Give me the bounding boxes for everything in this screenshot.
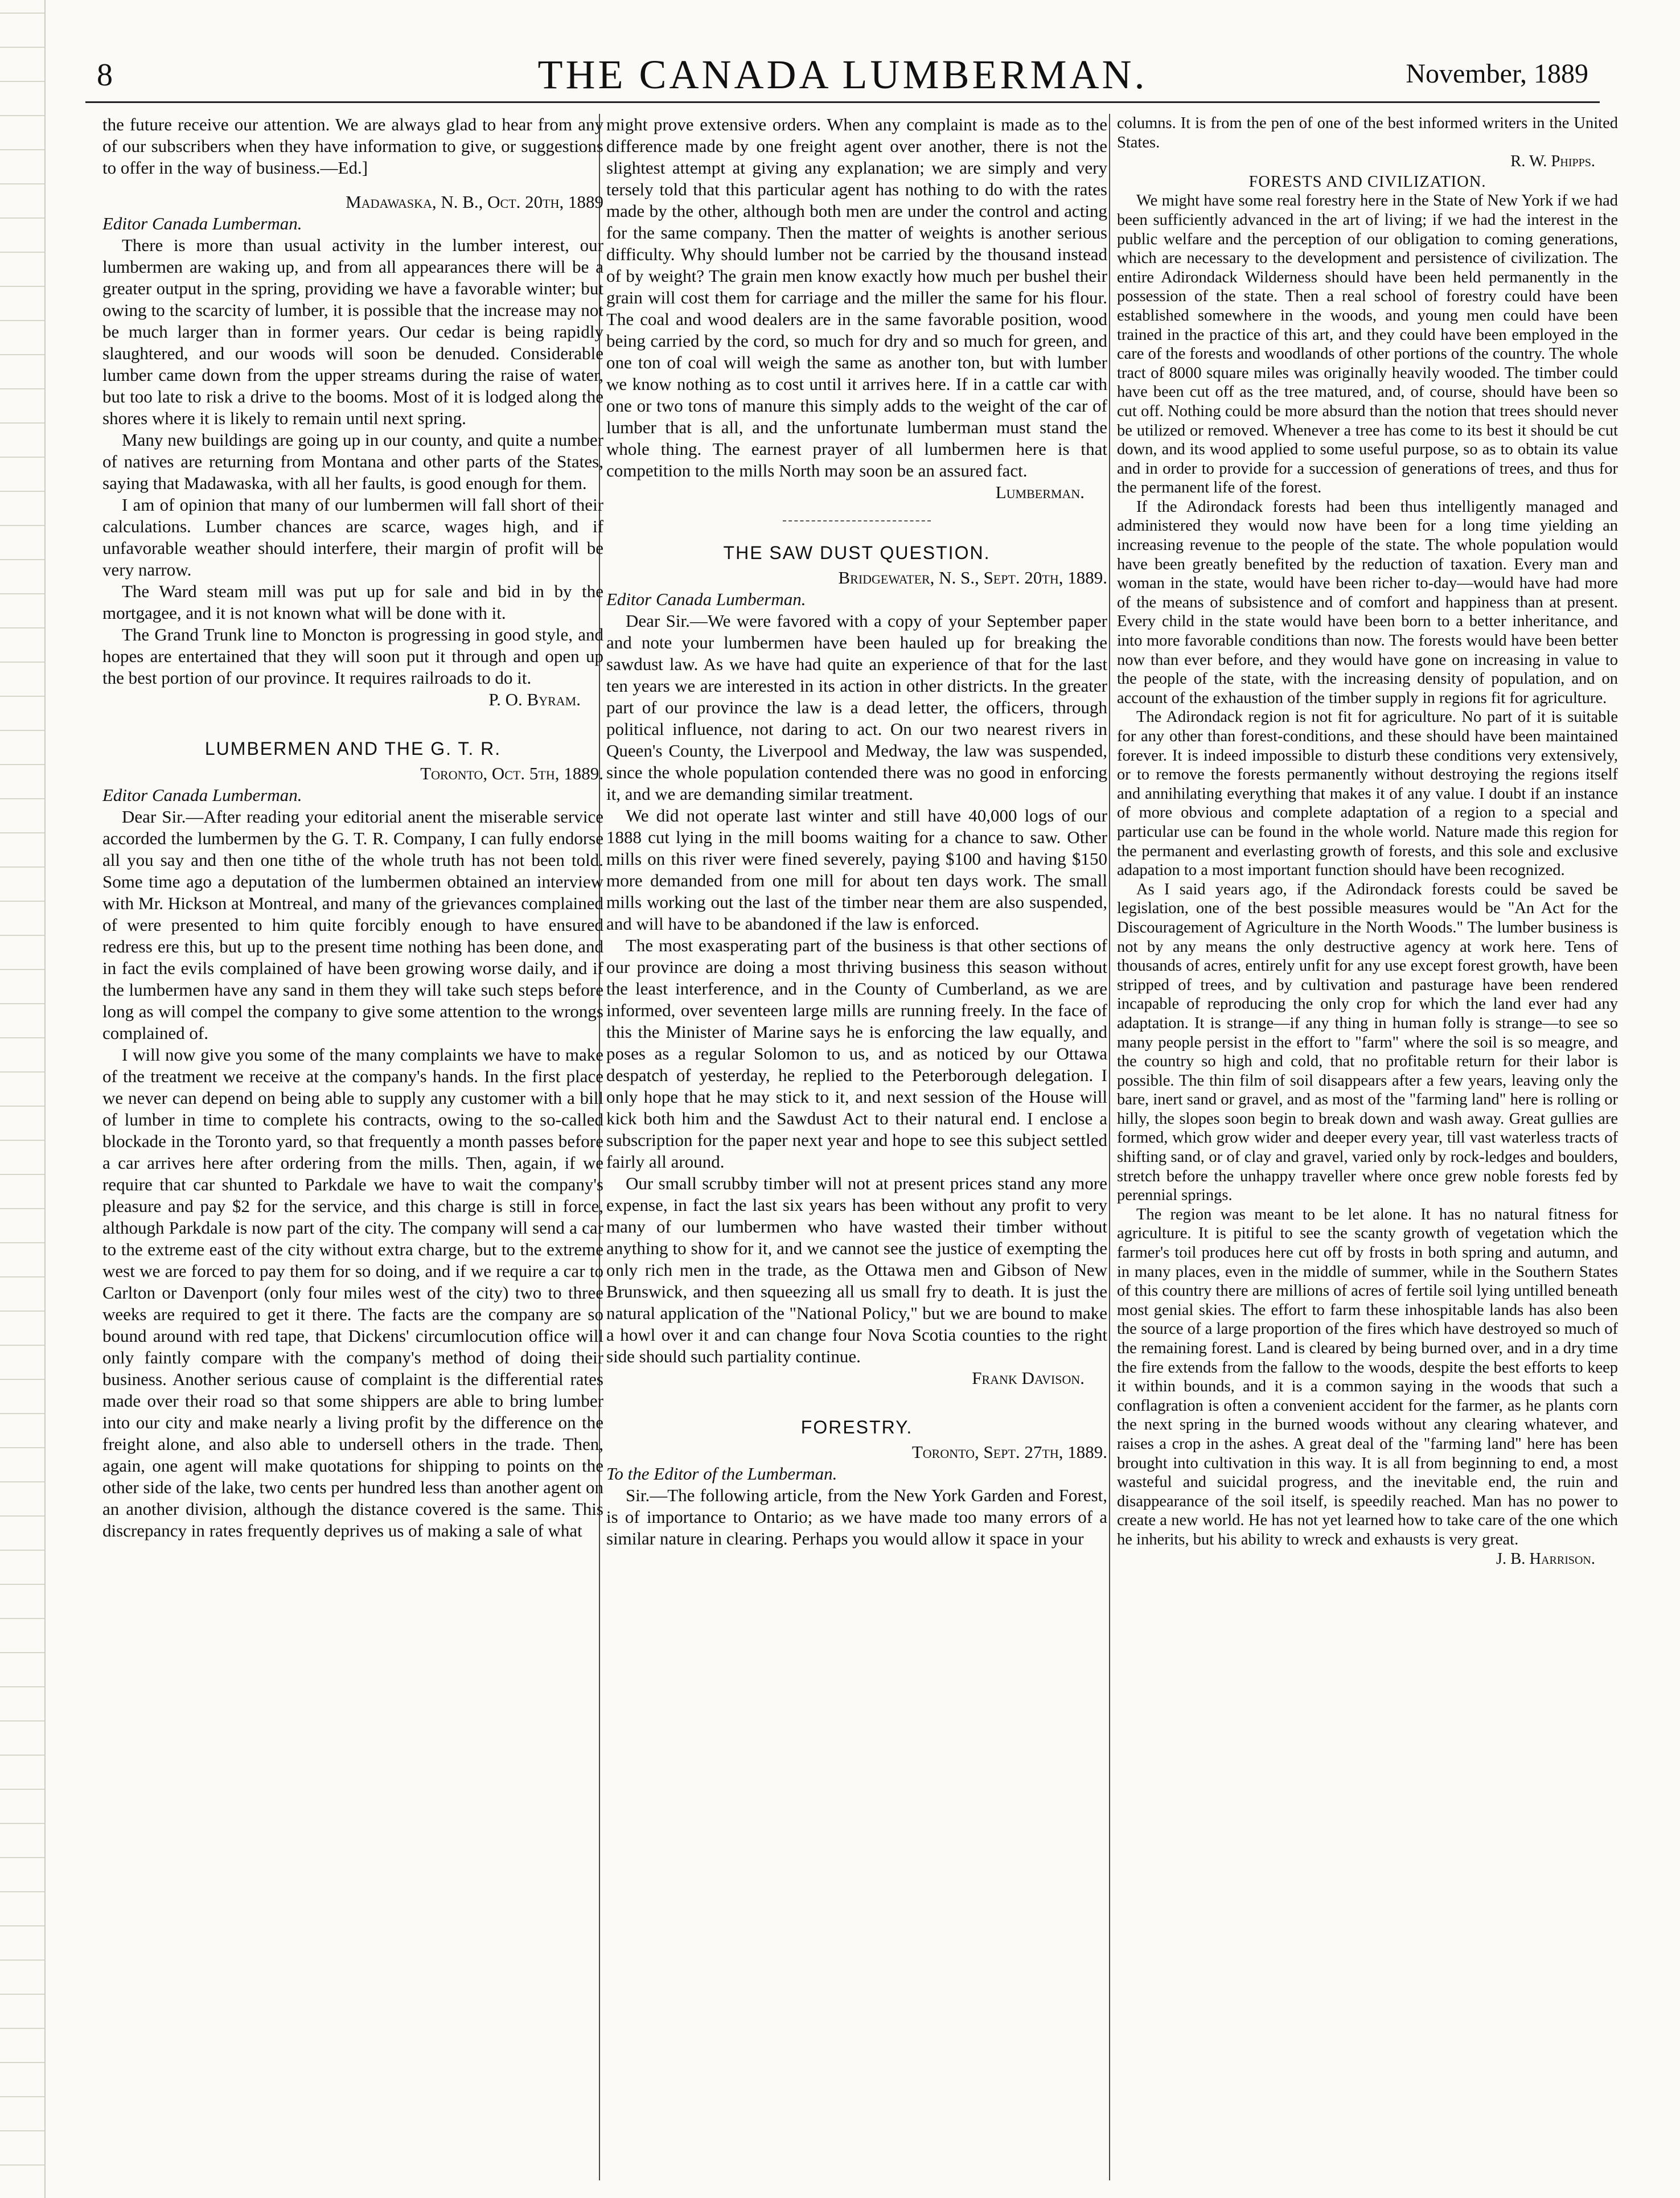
scan-binding-edge bbox=[0, 0, 46, 2198]
page-number: 8 bbox=[97, 57, 113, 93]
letter-signature: P. O. Byram. bbox=[488, 689, 581, 709]
letter-paragraph: Many new buildings are going up in our county, and quite a number of natives are returning from Montana and other parts of the States, saying that Madawaska, with all her faults, is good enough for them. bbox=[102, 430, 603, 493]
letter-paragraph: Our small scrubby timber will not at present prices stand any more expense, in fact the last six years has been without any profit to very many of our lumbermen who have wasted their timber without anything to show for it, and we cannot see the justice of exempting the only rich men in the trade, as the Ottawa men and Gibson of New Brunswick, and then squeezing all us small fry to death. It is just the natural application of the "National Policy," but we are bound to make a howl over it and can change four Nova Scotia counties to the right side should such partiality continue. bbox=[606, 1173, 1107, 1366]
letter-paragraph: The most exasperating part of the business is that other sections of our province are doing a most thriving business this season without the least interference, and in the County of Cumberland, as we are informed, over seventeen large mills are running freely. In the face of this the Minister of Marine says he is enforcing the law equally, and poses as a regular Solomon to us, and as noticed by our Ottawa despatch of yesterday, he replied to the Peterborough delegation. I only hope that he may stick to it, and next session of the House will kick both him and the Sawdust Act to their natural end. I enclose a subscription for the paper next year and hope to see this subject settled fairly all around. bbox=[606, 935, 1107, 1172]
section-separator bbox=[783, 520, 931, 521]
letter-dateline: Toronto, Oct. 5th, 1889. bbox=[420, 763, 603, 783]
letter-paragraph: We did not operate last winter and still have 40,000 logs of our 1888 cut lying in the mill booms waiting for a chance to saw. Other mills on this river were fined severely, paying $100 and having $150 more demanded from one mill for about ten days work. The small mills working out the last of the timber near them are also suspended, and will have to be abandoned if the law is enforced. bbox=[606, 806, 1107, 934]
letter-paragraph: Dear Sir.—After reading your editorial anent the miserable service accorded the lumbermen by the G. T. R. Company, I can fully endorse all you say and then one tithe of the whole truth has not been told. Some time ago a deputation of the lumbermen obtained an interview with Mr. Hickson at Montreal, and many of the grievances complained of were presented to him quite forcibly enough to have ensured redress ere this, but up to the present time nothing has been done, and in fact the evils complained of have been growing worse daily, and if the lumbermen have any sand in them they will take such steps before long as will compel the company to give some attention to the wrongs complained of. bbox=[102, 807, 603, 1043]
article-heading: FORESTRY. bbox=[800, 1417, 913, 1437]
letter-paragraph: There is more than usual activity in the lumber interest, our lumbermen are waking up, and from all appearances there will be a greater output in the spring, providing we have a favorable winter; but owing to the scarcity of lumber, it is possible that the increase may not be much larger than in former years. Our cedar is being rapidly slaughtered, and our woods will soon be denuded. Considerable lumber came down from the upper streams during the raise of water, but too late to risk a drive to the booms. Most of it is lodged along the shores where it is likely to remain until next spring. bbox=[102, 235, 603, 428]
letter-signature: Lumberman. bbox=[995, 482, 1085, 502]
article-paragraph: If the Adirondack forests had been thus intelligently managed and administered they would now have been for a long time yielding an increasing revenue to the people of the state. The whole population would have been greatly benefited by the reduction of taxation. Every man and woman in the state, would have been richer to-day—would have had more of the means of subsistence and of comfort and happiness than at present. Every child in the state would have been born to a better inheritance, and into more favorable conditions than now. The forests would have been better now than ever before, and they would have gone on increasing in value to the people of the state, with the increasing density of population, and on account of the exhaustion of the timber supply in regions fit for agriculture. bbox=[1117, 498, 1618, 707]
column-2 bbox=[606, 114, 1107, 2163]
article-heading: THE SAW DUST QUESTION. bbox=[723, 543, 991, 563]
letter-salutation: Editor Canada Lumberman. bbox=[102, 213, 302, 233]
column-3 bbox=[1117, 114, 1618, 2163]
editor-note: the future receive our attention. We are always glad to hear from any of our subscribers when they have information to give, or suggestions to offer in the way of business.—Ed.] bbox=[102, 114, 603, 178]
column-rule-2 bbox=[1109, 114, 1110, 2180]
letter-dateline: Madawaska, N. B., Oct. 20th, 1889 bbox=[346, 192, 603, 212]
letter-salutation: To the Editor of the Lumberman. bbox=[606, 1464, 837, 1484]
letter-dateline: Bridgewater, N. S., Sept. 20th, 1889. bbox=[838, 568, 1107, 587]
article-paragraph: The region was meant to be let alone. It has no natural fitness for agriculture. It is pitiful to see the scanty growth of vegetation which the farmer's toil produces here cut off by frosts in both spring and autumn, and in many places, even in the middle of summer, while in the Southern States of this country there are millions of acres of fertile soil lying untilled beneath most genial skies. The effort to farm these inhospitable lands has also been the source of a large proportion of the fires which have destroyed so much of the remaining forest. Land is cleared by being burned over, and in a dry time the fire extends from the fallow to the woods, despite the best efforts to keep it within bounds, and it is a common saying in the woods that such a conflagration is often a convenient accident for the farmer, as he plants corn the next spring in the burned woods without any clearing whatever, and raises a crop in the ashes. A great deal of the "farming land" here has been brought into cultivation in this way. It is all from beginning to end, a most wasteful and suicidal progress, and the inevitable end, the ruin and disappearance of the soil itself, is speedily reached. Man has no power to create a new world. He has not yet learned how to take care of the one which he inherits, but his ability to wreck and exhausts is very great. bbox=[1117, 1205, 1618, 1548]
letter-continuation: might prove extensive orders. When any complaint is made as to the difference made by one freight agent over another, there is not the slightest attempt at giving any explanation; we are simply and very tersely told that this particular agent has nothing to do with the rates made by the other, although both men are under the control and acting for the same company. Then the matter of weights is another serious difficulty. Why should lumber not be carried by the thousand instead of by weight? The grain men know exactly how much per bushel their grain will cost them for carriage and the miller the same for his flour. The coal and wood dealers are in the same favorable position, wood being carried by the cord, so much for dry and so much for green, and one ton of coal will weigh the same as another ton, but with lumber we know nothing as to cost until it arrives here. If in a cattle car with one or two tons of manure this simply adds to the weight of the car of lumber that is all, and the unfortunate lumberman must stand the whole thing. The earnest prayer of all lumbermen here is that competition to the mills North may soon be an assured fact. bbox=[606, 114, 1107, 480]
article-heading: LUMBERMEN AND THE G. T. R. bbox=[204, 738, 502, 759]
letter-paragraph: The Grand Trunk line to Moncton is progressing in good style, and hopes are entertained that they will soon put it through and open up the best portion of our province. It requires railroads to do it. bbox=[102, 625, 603, 688]
page-header bbox=[85, 50, 1600, 103]
article-paragraph: The Adirondack region is not fit for agriculture. No part of it is suitable for any other than forest-conditions, and these should have been maintained forever. It is indeed impossible to disturb these conditions very extensively, or to remove the forests permanently without destroying the regions itself and annihilating everything that makes it of any value. I doubt if an instance of more obvious and complete adaptation of a region to a special and particular use can be found in the whole world. Nature made this region for the permanent and everlasting growth of forests, and this sole and exclusive adapation to a most important function should have been recognized. bbox=[1117, 708, 1618, 880]
issue-date: November, 1889 bbox=[1406, 59, 1588, 89]
letter-paragraph: Dear Sir.—We were favored with a copy of your September paper and note your lumbermen have been hauled up for breaking the sawdust law. As we have had quite an experience of that for the last ten years we are interested in its action in other districts. In the greater part of our province the law is a dead letter, the officers, through political influence, not daring to act. On our two nearest rivers in Queen's County, the Liverpool and Medway, the law was suspended, since the whole population contended there was no good in enforcing it, and we are demanding similar treatment. bbox=[606, 611, 1107, 804]
column-1 bbox=[102, 114, 603, 2163]
letter-signature: Frank Davison. bbox=[972, 1368, 1085, 1388]
letter-signature: R. W. Phipps. bbox=[1510, 153, 1595, 171]
letter-paragraph: The Ward steam mill was put up for sale and bid in by the mortgagee, and it is not known what will be done with it. bbox=[102, 581, 603, 623]
article-paragraph: We might have some real forestry here in the State of New York if we had been sufficiently advanced in the art of living; if we had the interest in the public welfare and the perception of our obligation to coming generations, which are necessary to the development and persistence of civilization. The entire Adirondack Wilderness should have been held permanently in the possession of the state. Then a real school of forestry could have been established somewhere in the woods, and young men could have been trained in the practice of this art, and they could have been employed in the care of the forests and woodlands of other portions of the country. The whole tract of 8000 square miles was originally heavily wooded. The timber could have been cut off as the tree matured, and, of course, should have been so cut off. Nothing could be more absurd than the notion that trees should never be utilized or removed. Whenever a tree has come to its best it should be cut down, and its wood applied to some useful purpose, so as to obtain its value and in order to provide for a succession of generations of trees, and thus for the permanent life of the forest. bbox=[1117, 192, 1618, 497]
letter-salutation: Editor Canada Lumberman. bbox=[606, 589, 806, 609]
letter-continuation: columns. It is from the pen of one of the best informed writers in the United States. bbox=[1117, 114, 1618, 151]
letter-paragraph: I am of opinion that many of our lumbermen will fall short of their calculations. Lumber chances are scarce, wages high, and if unfavorable weather should interfere, their margin of profit will be very narrow. bbox=[102, 495, 603, 580]
letter-paragraph: I will now give you some of the many complaints we have to make of the treatment we receive at the company's hands. In the first place we never can depend on being able to supply any customer with a bill of lumber in time to complete his contracts, owing to the so-called blockade in the Toronto yard, so that frequently a month passes before a car arrives here after ordering from the mills. Then, again, if we require that car shunted to Parkdale we have to wait the company's pleasure and pay $2 for the service, and this charge is still in force, although Parkdale is now part of the city. The company will send a car to the extreme east of the city without extra charge, but to the extreme west we are forced to pay them for so doing, and if we require a car to Carlton or Davenport (only four miles west of the city) two to three weeks are required to get it there. The facts are the company are so bound around with red tape, that Dickens' circumlocution office will only faintly compare with the company's method of doing their business. Another serious cause of complaint is the differential rates made over their road so that some shippers are able to bring lumber into our city and make nearly a living profit by the difference on the freight alone, and also able to undersell others in the trade. Then, again, one agent will make quotations for shipping to points on the other side of the lake, two cents per hundred less than another agent on an another division, although the distance covered is the same. This discrepancy in rates frequently deprives us of making a sale of what bbox=[102, 1045, 603, 1540]
letter-salutation: Editor Canada Lumberman. bbox=[102, 785, 302, 805]
article-paragraph: As I said years ago, if the Adirondack forests could be saved be legislation, one of the best possible measures would be "An Act for the Discouragement of Agriculture in the North Woods." The lumber business is not by any means the only destructive agency at work here. Tens of thousands of acres, entirely unfit for any use except forest growth, have been stripped of trees, and by cultivation and pasturage have been rendered incapable of reproducing the only crop for which the land ever had any adaptation. It is strange—if any thing in human folly is strange—to see so many people persist in the effort to "farm" where the soil is so meagre, and the country so high and cold, that no profitable return for their labor is possible. The thin film of soil disappears after a few years, leaving only the bare, inert sand or gravel, and as most of the "farming land" here is rolling or hilly, the slopes soon begin to break down and wash away. Great gullies are formed, which grow wider and deeper every year, till vast waterless tracts of shifting sand, or of clay and gravel, varied only by rock-ledges and boulders, stretch before the unhappy traveller where once grew noble forests fed by perennial springs. bbox=[1117, 880, 1618, 1205]
letter-paragraph: Sir.—The following article, from the New York Garden and Forest, is of importance to Ontario; as we have made too many errors of a similar nature in clearing. Perhaps you would allow it space in your bbox=[606, 1485, 1107, 1548]
masthead-title: THE CANADA LUMBERMAN. bbox=[537, 52, 1148, 97]
article-signature: J. B. Harrison. bbox=[1496, 1550, 1595, 1568]
letter-dateline: Toronto, Sept. 27th, 1889. bbox=[911, 1442, 1107, 1462]
article-heading: FORESTS AND CIVILIZATION. bbox=[1248, 172, 1486, 191]
